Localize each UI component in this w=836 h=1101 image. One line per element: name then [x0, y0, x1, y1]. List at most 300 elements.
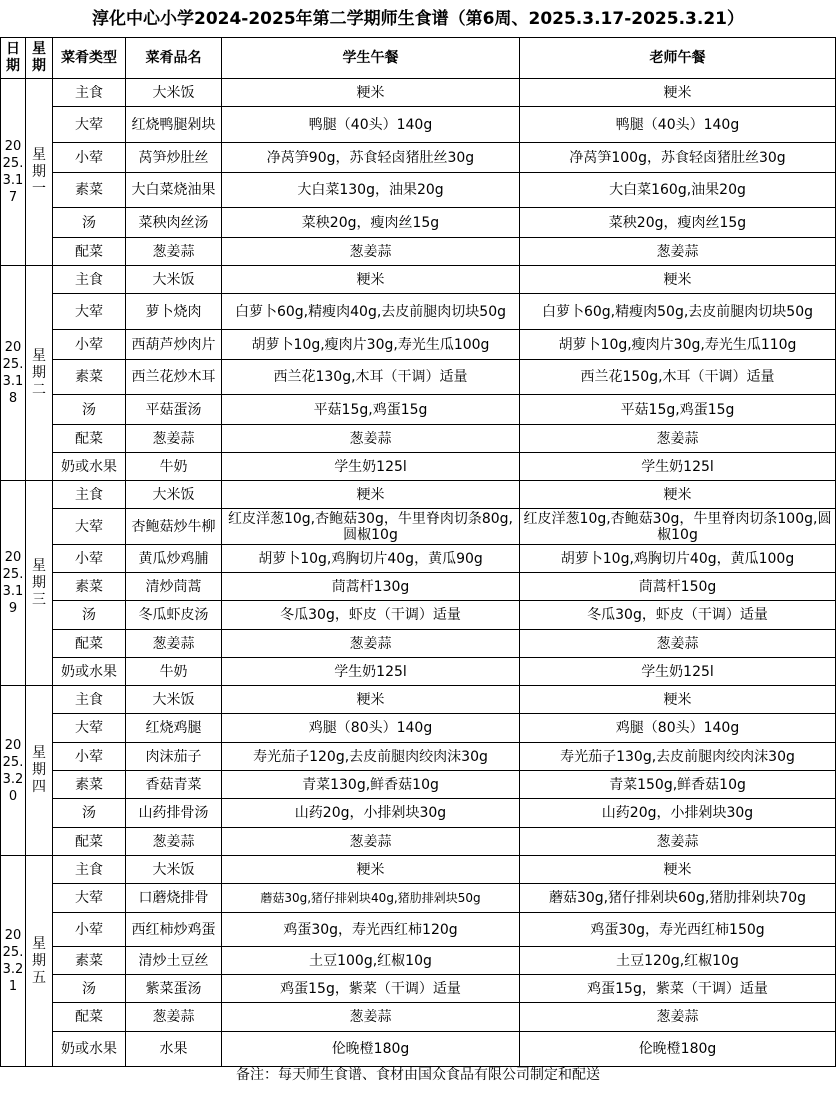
teacher-text: 鸭腿（40头）140g	[615, 116, 740, 133]
teacher-cell	[520, 143, 836, 173]
student-cell	[222, 828, 520, 856]
teacher-cell	[520, 714, 836, 743]
type-text: 小荤	[75, 149, 103, 166]
dish-cell	[126, 545, 222, 573]
student-cell	[222, 79, 520, 107]
student-text: 平菇15g,鸡蛋15g	[313, 401, 428, 418]
student-text: 葱姜蒜	[349, 430, 392, 447]
table-row	[1, 208, 836, 238]
student-cell	[222, 714, 520, 743]
table-row	[1, 799, 836, 828]
dish-text: 清炒土豆丝	[138, 952, 209, 969]
teacher-text: 粳米	[663, 271, 692, 288]
table-row	[1, 545, 836, 573]
teacher-cell	[520, 425, 836, 453]
student-cell	[222, 330, 520, 360]
student-text: 学生奶125l	[334, 663, 407, 680]
weekday-cell: 星期四	[26, 686, 53, 856]
teacher-cell	[520, 630, 836, 658]
student-cell	[222, 799, 520, 828]
type-text: 小荤	[75, 748, 103, 765]
teacher-cell	[520, 330, 836, 360]
teacher-cell	[520, 1032, 836, 1067]
type-text: 奶或水果	[61, 458, 117, 475]
student-text: 大白菜130g，油果20g	[297, 182, 444, 198]
date-cell: 2025.3.18	[1, 266, 26, 481]
type-cell	[53, 658, 126, 686]
student-text: 青菜130g,鲜香菇10g	[302, 776, 439, 793]
table-row	[1, 743, 836, 771]
weekday-cell: 星期二	[26, 266, 53, 481]
student-text: 鸡蛋15g，紫菜（干调）适量	[280, 980, 461, 997]
type-text: 大荤	[75, 720, 103, 736]
table-row	[1, 1003, 836, 1032]
dish-text: 葱姜蒜	[152, 1009, 195, 1025]
student-cell	[222, 1032, 520, 1067]
table-row	[1, 107, 836, 143]
teacher-cell	[520, 658, 836, 686]
type-text: 大荤	[75, 303, 103, 320]
type-text: 素菜	[75, 578, 103, 595]
dish-cell	[126, 658, 222, 686]
teacher-cell	[520, 509, 836, 545]
type-cell	[53, 799, 126, 828]
dish-cell	[126, 1003, 222, 1032]
dish-text: 莴笋炒肚丝	[138, 149, 209, 166]
dish-cell	[126, 913, 222, 947]
table-row	[1, 143, 836, 173]
type-cell	[53, 208, 126, 238]
teacher-text: 鸡蛋15g，紫菜（干调）适量	[587, 980, 768, 997]
teacher-cell	[520, 208, 836, 238]
teacher-cell	[520, 573, 836, 601]
type-cell	[53, 913, 126, 947]
dish-text: 红烧鸭腿剁块	[131, 116, 216, 133]
teacher-text: 西兰花150g,木耳（干调）适量	[580, 369, 775, 385]
student-cell	[222, 913, 520, 947]
teacher-text: 蘑菇30g,猪仔排剁块60g,猪肋排剁块70g	[548, 890, 806, 906]
dish-cell	[126, 856, 222, 884]
dish-cell	[126, 107, 222, 143]
teacher-text: 土豆120g,红椒10g	[616, 952, 739, 969]
teacher-text: 粳米	[663, 861, 692, 878]
dish-text: 大米饭	[152, 691, 195, 708]
dish-text: 葱姜蒜	[152, 430, 195, 447]
table-row	[1, 79, 836, 107]
teacher-text: 葱姜蒜	[656, 635, 699, 652]
table-row	[1, 913, 836, 947]
table-row	[1, 266, 836, 294]
student-cell	[222, 947, 520, 975]
type-cell	[53, 1003, 126, 1032]
teacher-cell	[520, 545, 836, 573]
student-cell	[222, 173, 520, 208]
dish-cell	[126, 330, 222, 360]
type-cell	[53, 173, 126, 208]
dish-text: 香菇青菜	[145, 776, 202, 793]
dish-cell	[126, 481, 222, 509]
teacher-text: 茼蒿杆150g	[638, 578, 717, 595]
teacher-cell	[520, 975, 836, 1003]
student-text: 粳米	[356, 271, 385, 288]
teacher-text: 白萝卜60g,精瘦肉50g,去皮前腿肉切块50g	[541, 303, 813, 320]
type-text: 汤	[82, 607, 96, 623]
teacher-cell	[520, 743, 836, 771]
student-text: 西兰花130g,木耳（干调）适量	[273, 369, 468, 385]
table-row	[1, 238, 836, 266]
table-row	[1, 771, 836, 799]
date-cell: 2025.3.17	[1, 79, 26, 266]
dish-text: 平菇蛋汤	[145, 401, 202, 418]
type-cell	[53, 714, 126, 743]
teacher-text: 葱姜蒜	[656, 243, 699, 260]
dish-text: 葱姜蒜	[152, 635, 195, 652]
dish-cell	[126, 601, 222, 630]
student-cell	[222, 856, 520, 884]
teacher-cell	[520, 360, 836, 395]
dish-text: 葱姜蒜	[152, 833, 195, 850]
type-cell	[53, 360, 126, 395]
type-cell	[53, 545, 126, 573]
dish-cell	[126, 828, 222, 856]
dish-text: 口蘑烧排骨	[138, 890, 209, 906]
student-text: 葱姜蒜	[349, 243, 392, 260]
teacher-cell	[520, 79, 836, 107]
dish-cell	[126, 208, 222, 238]
type-text: 主食	[75, 691, 103, 708]
table-row	[1, 453, 836, 481]
teacher-text: 寿光茄子130g,去皮前腿肉绞肉沫30g	[560, 748, 795, 765]
teacher-text: 粳米	[663, 84, 692, 101]
teacher-cell	[520, 481, 836, 509]
dish-text: 牛奶	[159, 458, 188, 475]
teacher-text: 学生奶125l	[641, 458, 714, 475]
student-text: 粳米	[356, 691, 385, 708]
teacher-text: 冬瓜30g，虾皮（干调）适量	[587, 607, 768, 623]
teacher-text: 葱姜蒜	[656, 1009, 699, 1025]
teacher-text: 葱姜蒜	[656, 833, 699, 850]
type-text: 汤	[82, 401, 96, 418]
student-cell	[222, 238, 520, 266]
table-row	[1, 481, 836, 509]
dish-cell	[126, 453, 222, 481]
table-row	[1, 395, 836, 425]
type-text: 配菜	[75, 1009, 103, 1025]
student-text: 粳米	[356, 861, 385, 878]
table-row	[1, 884, 836, 913]
teacher-text: 鸡腿（80头）140g	[615, 720, 740, 736]
teacher-cell	[520, 395, 836, 425]
header-type: 菜肴类型	[53, 38, 126, 79]
table-row	[1, 975, 836, 1003]
teacher-text: 青菜150g,鲜香菇10g	[609, 776, 746, 793]
student-text: 鸡蛋30g，寿光西红柿120g	[283, 921, 458, 938]
type-cell	[53, 573, 126, 601]
type-cell	[53, 294, 126, 330]
dish-cell	[126, 143, 222, 173]
dish-text: 黄瓜炒鸡脯	[138, 550, 209, 567]
dish-cell	[126, 425, 222, 453]
student-text: 冬瓜30g，虾皮（干调）适量	[280, 607, 461, 623]
type-text: 素菜	[75, 369, 103, 385]
teacher-cell	[520, 856, 836, 884]
type-text: 主食	[75, 486, 103, 503]
dish-text: 山药排骨汤	[138, 805, 209, 821]
teacher-cell	[520, 771, 836, 799]
dish-cell	[126, 173, 222, 208]
dish-cell	[126, 1032, 222, 1067]
dish-text: 菜秧肉丝汤	[138, 214, 209, 231]
student-cell	[222, 884, 520, 913]
type-cell	[53, 107, 126, 143]
table-row	[1, 330, 836, 360]
teacher-cell	[520, 686, 836, 714]
student-text: 粳米	[356, 84, 385, 101]
dish-cell	[126, 573, 222, 601]
teacher-cell	[520, 294, 836, 330]
type-text: 大荤	[75, 890, 103, 906]
student-text: 伦晚橙180g	[331, 1041, 410, 1057]
dish-cell	[126, 947, 222, 975]
type-text: 素菜	[75, 776, 103, 793]
teacher-text: 伦晚橙180g	[638, 1041, 717, 1057]
type-cell	[53, 771, 126, 799]
teacher-text: 学生奶125l	[641, 663, 714, 680]
student-cell	[222, 294, 520, 330]
type-cell	[53, 856, 126, 884]
type-cell	[53, 884, 126, 913]
type-text: 汤	[82, 805, 96, 821]
student-cell	[222, 509, 520, 545]
teacher-text: 胡萝卜10g,鸡胸切片40g，黄瓜100g	[560, 550, 795, 567]
teacher-cell	[520, 947, 836, 975]
dish-cell	[126, 509, 222, 545]
dish-cell	[126, 294, 222, 330]
type-text: 配菜	[75, 243, 103, 260]
student-cell	[222, 630, 520, 658]
table-row	[1, 658, 836, 686]
header-student: 学生午餐	[222, 38, 520, 79]
type-cell	[53, 743, 126, 771]
student-cell	[222, 143, 520, 173]
weekday-cell: 星期三	[26, 481, 53, 686]
student-cell	[222, 266, 520, 294]
table-row	[1, 686, 836, 714]
student-cell	[222, 601, 520, 630]
page-title: 淳化中心小学2024-2025年第二学期师生食谱（第6周、2025.3.17-2025.3.21）	[91, 9, 744, 29]
teacher-text: 平菇15g,鸡蛋15g	[620, 401, 735, 418]
dish-cell	[126, 884, 222, 913]
dish-text: 大米饭	[152, 486, 195, 503]
table-row	[1, 947, 836, 975]
type-text: 奶或水果	[61, 663, 117, 680]
type-text: 主食	[75, 861, 103, 878]
student-cell	[222, 425, 520, 453]
teacher-text: 净莴笋100g，苏食轻卤猪肚丝30g	[569, 149, 786, 166]
type-text: 素菜	[75, 182, 103, 198]
type-text: 大荤	[75, 518, 103, 535]
teacher-cell	[520, 828, 836, 856]
dish-text: 葱姜蒜	[152, 243, 195, 260]
dish-cell	[126, 975, 222, 1003]
table-row	[1, 828, 836, 856]
type-cell	[53, 947, 126, 975]
dish-text: 紫菜蛋汤	[145, 980, 202, 997]
type-cell	[53, 509, 126, 545]
type-cell	[53, 238, 126, 266]
date-cell: 2025.3.19	[1, 481, 26, 686]
teacher-text: 红皮洋葱10g,杏鲍菇30g，牛里脊肉切条100g,圆椒10g	[523, 510, 832, 543]
table-row	[1, 601, 836, 630]
student-cell	[222, 1003, 520, 1032]
dish-cell	[126, 714, 222, 743]
student-text: 胡萝卜10g,鸡胸切片40g，黄瓜90g	[258, 550, 483, 567]
student-cell	[222, 107, 520, 143]
table-row	[1, 1032, 836, 1067]
table-row	[1, 425, 836, 453]
teacher-text: 山药20g，小排剁块30g	[601, 805, 754, 821]
teacher-text: 大白菜160g,油果20g	[609, 182, 746, 198]
dish-cell	[126, 395, 222, 425]
teacher-cell	[520, 238, 836, 266]
table-row	[1, 173, 836, 208]
teacher-cell	[520, 173, 836, 208]
teacher-cell	[520, 453, 836, 481]
teacher-cell	[520, 799, 836, 828]
dish-text: 西葫芦炒肉片	[131, 336, 216, 353]
dish-text: 肉沫茄子	[145, 748, 202, 765]
weekday-cell: 星期一	[26, 79, 53, 266]
student-cell	[222, 360, 520, 395]
type-text: 汤	[82, 980, 96, 997]
dish-text: 大米饭	[152, 861, 195, 878]
type-text: 小荤	[75, 336, 103, 353]
dish-text: 牛奶	[159, 663, 188, 680]
dish-cell	[126, 360, 222, 395]
student-cell	[222, 395, 520, 425]
teacher-text: 菜秧20g，瘦肉丝15g	[608, 214, 747, 231]
footnote: 备注：每天师生食谱、食材由国众食品有限公司制定和配送	[236, 1067, 600, 1083]
type-cell	[53, 453, 126, 481]
dish-cell	[126, 799, 222, 828]
student-text: 粳米	[356, 486, 385, 503]
type-cell	[53, 481, 126, 509]
type-text: 小荤	[75, 921, 103, 938]
type-cell	[53, 425, 126, 453]
student-text: 净莴笋90g，苏食轻卤猪肚丝30g	[266, 149, 475, 166]
dish-text: 冬瓜虾皮汤	[138, 607, 209, 623]
table-row	[1, 630, 836, 658]
student-text: 葱姜蒜	[349, 1009, 392, 1025]
type-text: 素菜	[75, 952, 103, 969]
type-cell	[53, 630, 126, 658]
table-row	[1, 714, 836, 743]
dish-text: 杏鲍菇炒牛柳	[131, 518, 216, 535]
student-text: 葱姜蒜	[349, 635, 392, 652]
header-day: 星期	[26, 38, 53, 79]
table-row	[1, 294, 836, 330]
student-text: 菜秧20g，瘦肉丝15g	[301, 214, 440, 231]
dish-text: 大米饭	[152, 271, 195, 288]
type-cell	[53, 330, 126, 360]
type-cell	[53, 1032, 126, 1067]
student-cell	[222, 573, 520, 601]
student-cell	[222, 481, 520, 509]
student-text: 蘑菇30g,猪仔排剁块40g,猪肋排剁块50g	[260, 891, 481, 905]
student-text: 葱姜蒜	[349, 833, 392, 850]
dish-cell	[126, 743, 222, 771]
student-text: 学生奶125l	[334, 458, 407, 475]
dish-cell	[126, 686, 222, 714]
type-text: 小荤	[75, 550, 103, 567]
teacher-text: 葱姜蒜	[656, 430, 699, 447]
student-text: 土豆100g,红椒10g	[309, 952, 432, 969]
student-cell	[222, 208, 520, 238]
menu-body	[1, 79, 836, 1067]
dish-text: 大米饭	[152, 84, 195, 101]
teacher-text: 鸡蛋30g，寿光西红柿150g	[590, 921, 765, 938]
dish-text: 萝卜烧肉	[145, 303, 202, 320]
student-text: 寿光茄子120g,去皮前腿肉绞肉沫30g	[253, 748, 488, 765]
dish-text: 清炒茼蒿	[145, 578, 202, 595]
student-cell	[222, 686, 520, 714]
table-row	[1, 573, 836, 601]
dish-text: 西红柿炒鸡蛋	[131, 921, 216, 938]
date-cell: 2025.3.20	[1, 686, 26, 856]
type-cell	[53, 266, 126, 294]
dish-text: 西兰花炒木耳	[131, 369, 216, 385]
type-cell	[53, 975, 126, 1003]
student-cell	[222, 743, 520, 771]
teacher-cell	[520, 601, 836, 630]
teacher-cell	[520, 1003, 836, 1032]
header-date: 日期	[1, 38, 26, 79]
student-text: 鸭腿（40头）140g	[308, 116, 433, 133]
teacher-text: 胡萝卜10g,瘦肉片30g,寿光生瓜110g	[558, 336, 797, 353]
type-text: 配菜	[75, 635, 103, 652]
weekday-cell: 星期五	[26, 856, 53, 1067]
student-cell	[222, 453, 520, 481]
student-text: 胡萝卜10g,瘦肉片30g,寿光生瓜100g	[251, 336, 490, 353]
type-text: 主食	[75, 271, 103, 288]
table-row	[1, 360, 836, 395]
teacher-cell	[520, 884, 836, 913]
type-cell	[53, 828, 126, 856]
teacher-cell	[520, 107, 836, 143]
dish-cell	[126, 266, 222, 294]
teacher-cell	[520, 266, 836, 294]
student-text: 茼蒿杆130g	[331, 578, 410, 595]
header-teacher: 老师午餐	[520, 38, 836, 79]
student-text: 红皮洋葱10g,杏鲍菇30g，牛里脊肉切条80g,圆椒10g	[227, 510, 513, 543]
date-cell: 2025.3.21	[1, 856, 26, 1067]
type-text: 大荤	[75, 116, 103, 133]
type-cell	[53, 79, 126, 107]
student-cell	[222, 658, 520, 686]
student-text: 白萝卜60g,精瘦肉40g,去皮前腿肉切块50g	[234, 303, 506, 320]
menu-table	[0, 37, 836, 1067]
type-text: 汤	[82, 214, 96, 231]
type-cell	[53, 143, 126, 173]
dish-cell	[126, 630, 222, 658]
student-text: 鸡腿（80头）140g	[308, 720, 433, 736]
dish-cell	[126, 238, 222, 266]
type-text: 配菜	[75, 430, 103, 447]
teacher-text: 粳米	[663, 486, 692, 503]
dish-text: 红烧鸡腿	[145, 720, 202, 736]
type-text: 奶或水果	[61, 1041, 117, 1057]
type-cell	[53, 686, 126, 714]
